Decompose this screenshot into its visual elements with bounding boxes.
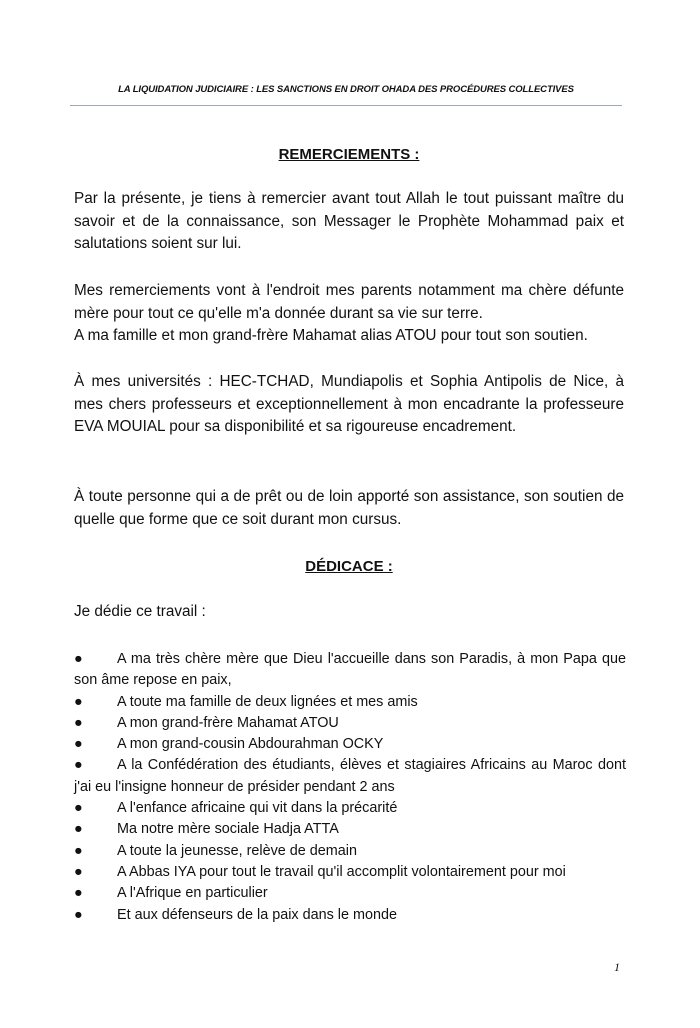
page-number: 1 xyxy=(614,960,620,974)
dedication-list xyxy=(74,649,626,926)
list-item-text: Et aux défenseurs de la paix dans le monde xyxy=(117,906,397,923)
bullet-icon: ● xyxy=(74,736,83,753)
list-item xyxy=(74,883,626,904)
remerciements-title: REMERCIEMENTS : xyxy=(278,146,420,163)
list-item-text: A ma très chère mère que Dieu l'accueille dans son Paradis, à mon Papa que son âme repose en paix, xyxy=(74,651,626,689)
bullet-icon: ● xyxy=(74,693,83,710)
list-item xyxy=(74,798,626,819)
bullet-icon: ● xyxy=(74,800,83,817)
bullet-icon: ● xyxy=(74,821,83,838)
bullet-icon: ● xyxy=(74,906,83,923)
list-item xyxy=(74,649,626,692)
list-item-text: A mon grand-frère Mahamat ATOU xyxy=(117,714,339,731)
list-item xyxy=(74,734,626,755)
remerciements-paragraph-2: Mes remerciements vont à l'endroit mes parents notamment ma chère défunte mère pour tout ce qu'elle m'a donnée durant sa vie sur terre. xyxy=(74,282,624,322)
list-item-text: A mon grand-cousin Abdourahman OCKY xyxy=(117,736,384,753)
list-item-text: A Abbas IYA pour tout le travail qu'il accomplit volontairement pour moi xyxy=(117,863,566,880)
dedicace-title: DÉDICACE : xyxy=(305,558,393,575)
bullet-icon: ● xyxy=(74,651,83,667)
list-item xyxy=(74,862,626,883)
list-item-text: A toute la jeunesse, relève de demain xyxy=(117,842,358,859)
list-item-text: Ma notre mère sociale Hadja ATTA xyxy=(117,821,339,838)
list-item xyxy=(74,905,626,926)
bullet-icon: ● xyxy=(74,885,83,902)
list-item-text: A la Confédération des étudiants, élèves et stagiaires Africains au Maroc dont j'ai eu l'insigne honneur de présider pendant 2 ans xyxy=(74,757,626,795)
list-item-text: A l'Afrique en particulier xyxy=(117,885,268,902)
remerciements-paragraph-5: À toute personne qui a de prêt ou de loin apporté son assistance, son soutien de quelle que forme que ce soit durant mon cursus. xyxy=(74,488,624,528)
bullet-icon: ● xyxy=(74,714,83,731)
list-item xyxy=(74,841,626,862)
remerciements-paragraph-4: À mes universités : HEC-TCHAD, Mundiapolis et Sophia Antipolis de Nice, à mes chers professeurs et exceptionnellement à mon encadrante la professeure EVA MOUIAL pour sa disponibilité et sa rigoureuse encadrement. xyxy=(74,373,624,435)
running-header: LA LIQUIDATION JUDICIAIRE : LES SANCTIONS EN DROIT OHADA DES PROCÉDURES COLLECTIVES xyxy=(118,84,574,95)
list-item-text: A toute ma famille de deux lignées et mes amis xyxy=(117,693,418,710)
dedicace-intro: Je dédie ce travail : xyxy=(74,603,206,620)
list-item xyxy=(74,819,626,840)
bullet-icon: ● xyxy=(74,863,83,880)
list-item xyxy=(74,755,626,798)
list-item xyxy=(74,692,626,713)
list-item xyxy=(74,713,626,734)
remerciements-paragraph-1: Par la présente, je tiens à remercier avant tout Allah le tout puissant maître du savoir et de la connaissance, son Messager le Prophète Mohammad paix et salutations soient sur lui. xyxy=(74,190,624,252)
list-item-text: A l'enfance africaine qui vit dans la précarité xyxy=(117,800,398,817)
header-divider xyxy=(70,105,622,106)
bullet-icon: ● xyxy=(74,842,83,859)
bullet-icon: ● xyxy=(74,757,83,774)
remerciements-paragraph-3: A ma famille et mon grand-frère Mahamat alias ATOU pour tout son soutien. xyxy=(74,327,588,344)
